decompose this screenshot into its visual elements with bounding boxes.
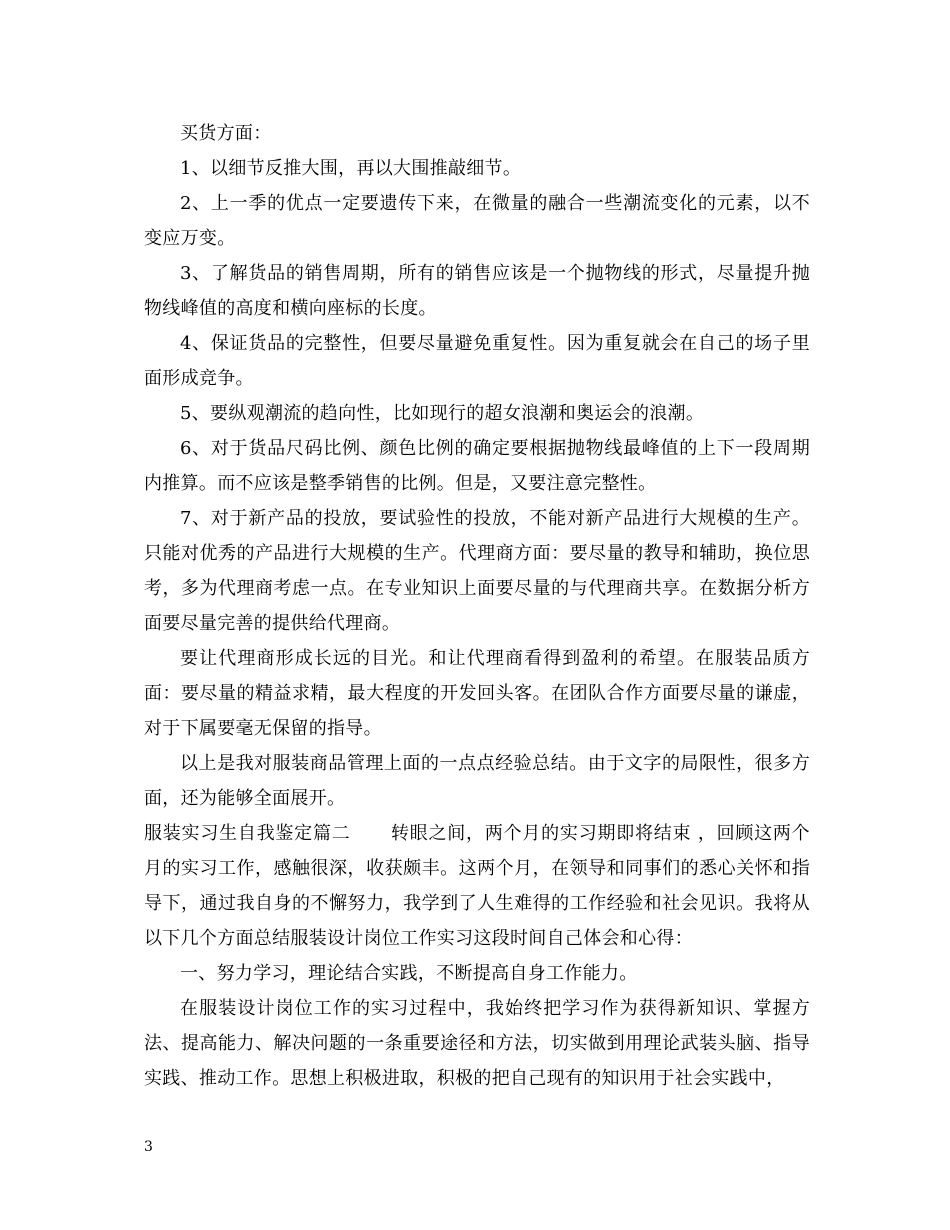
- paragraph-learning-heading: 一、努力学习，理论结合实践，不断提高自身工作能力。: [180, 963, 638, 984]
- paragraph-item-3: 3、了解货品的销售周期，所有的销售应该是一个抛物线的形式，尽量提升抛物线峰值的高度和横向座标的长度。: [144, 263, 810, 319]
- paragraph-summary: 以上是我对服装商品管理上面的一点点经验总结。由于文字的局限性，很多方面，还为能够全面展开。: [144, 753, 810, 809]
- paragraph-buying-heading: 买货方面：: [180, 123, 272, 144]
- page-number: 3: [144, 1139, 153, 1155]
- paragraph-item-1: 1、以细节反推大围，再以大围推敲细节。: [180, 158, 522, 179]
- section-heading: 服装实习生自我鉴定篇二: [144, 823, 351, 844]
- document-body: [144, 116, 810, 1096]
- paragraph-learning-body: 在服装设计岗位工作的实习过程中，我始终把学习作为获得新知识、掌握方法、提高能力、解决问题的一条重要途径和方法，切实做到用理论武装头脑、指导实践、推动工作。思想上积极进取，积极的把自己现有的知识用于社会实践中，: [144, 998, 810, 1089]
- section-two-paragraph: [144, 816, 810, 956]
- paragraph-item-2: 2、上一季的优点一定要遗传下来，在微量的融合一些潮流变化的元素，以不变应万变。: [144, 193, 810, 249]
- paragraph-agent-vision: 要让代理商形成长远的目光。和让代理商看得到盈利的希望。在服装品质方面：要尽量的精益求精，最大程度的开发回头客。在团队合作方面要尽量的谦虚，对于下属要毫无保留的指导。: [144, 648, 810, 739]
- paragraph-item-6: 6、对于货品尺码比例、颜色比例的确定要根据抛物线最峰值的上下一段周期内推算。而不应该是整季销售的比例。但是，又要注意完整性。: [144, 438, 810, 494]
- paragraph-item-4: 4、保证货品的完整性，但要尽量避免重复性。因为重复就会在自己的场子里面形成竞争。: [144, 333, 810, 389]
- section-intro: 转眼之间，两个月的实习期即将结束 ，回顾这两个月的实习工作，感触很深，收获颇丰。这两个月，在领导和同事们的悉心关怀和指导下，通过我自身的不懈努力，我学到了人生难得的工作经验和社会见识。我将从以下几个方面总结服装设计岗位工作实习这段时间自己体会和心得：: [144, 823, 810, 949]
- paragraph-item-5: 5、要纵观潮流的趋向性，比如现行的超女浪潮和奥运会的浪潮。: [180, 403, 705, 424]
- paragraph-item-7: 7、对于新产品的投放，要试验性的投放，不能对新产品进行大规模的生产。只能对优秀的产品进行大规模的生产。代理商方面：要尽量的教导和辅助，换位思考，多为代理商考虑一点。在专业知识上面要尽量的与代理商共享。在数据分析方面要尽量完善的提供给代理商。: [144, 508, 810, 634]
